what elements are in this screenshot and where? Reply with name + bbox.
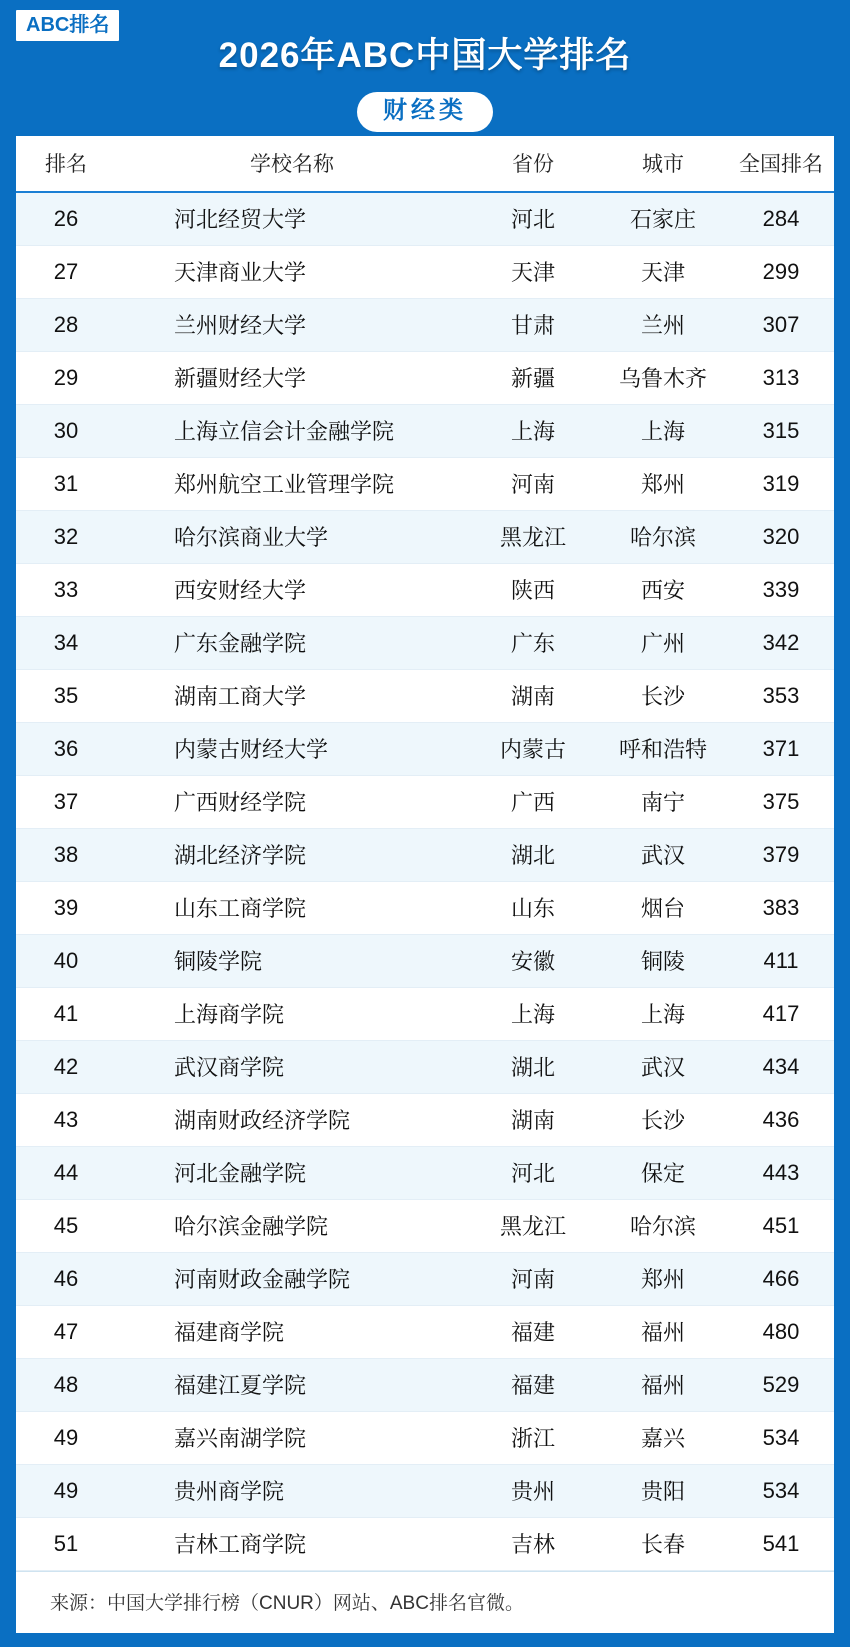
cell-national-rank: 529	[728, 1359, 834, 1412]
cell-national-rank: 383	[728, 882, 834, 935]
cell-rank: 48	[16, 1359, 116, 1412]
cell-rank: 34	[16, 617, 116, 670]
cell-national-rank: 534	[728, 1412, 834, 1465]
page-header	[16, 0, 834, 136]
column-header-rank: 排名	[16, 136, 116, 192]
table-row	[16, 988, 834, 1041]
cell-rank: 39	[16, 882, 116, 935]
table-row	[16, 670, 834, 723]
cell-rank: 46	[16, 1253, 116, 1306]
table-header	[16, 136, 834, 192]
cell-city: 郑州	[598, 458, 728, 511]
cell-rank: 33	[16, 564, 116, 617]
table-row	[16, 935, 834, 988]
cell-rank: 32	[16, 511, 116, 564]
ranking-table	[16, 136, 834, 1571]
table-row	[16, 1094, 834, 1147]
table-row	[16, 617, 834, 670]
cell-province: 内蒙古	[468, 723, 598, 776]
cell-province: 黑龙江	[468, 511, 598, 564]
cell-rank: 42	[16, 1041, 116, 1094]
cell-school: 广东金融学院	[116, 617, 468, 670]
cell-national-rank: 320	[728, 511, 834, 564]
cell-province: 福建	[468, 1359, 598, 1412]
cell-rank: 31	[16, 458, 116, 511]
cell-province: 上海	[468, 405, 598, 458]
cell-province: 新疆	[468, 352, 598, 405]
cell-national-rank: 451	[728, 1200, 834, 1253]
cell-city: 广州	[598, 617, 728, 670]
cell-national-rank: 466	[728, 1253, 834, 1306]
cell-national-rank: 480	[728, 1306, 834, 1359]
table-row	[16, 564, 834, 617]
cell-national-rank: 315	[728, 405, 834, 458]
cell-school: 河北金融学院	[116, 1147, 468, 1200]
cell-national-rank: 319	[728, 458, 834, 511]
cell-school: 武汉商学院	[116, 1041, 468, 1094]
cell-province: 广西	[468, 776, 598, 829]
cell-city: 福州	[598, 1306, 728, 1359]
cell-national-rank: 313	[728, 352, 834, 405]
cell-national-rank: 339	[728, 564, 834, 617]
cell-national-rank: 353	[728, 670, 834, 723]
cell-rank: 43	[16, 1094, 116, 1147]
cell-city: 乌鲁木齐	[598, 352, 728, 405]
cell-school: 山东工商学院	[116, 882, 468, 935]
table-row	[16, 1147, 834, 1200]
cell-school: 内蒙古财经大学	[116, 723, 468, 776]
cell-school: 湖南财政经济学院	[116, 1094, 468, 1147]
table-row	[16, 299, 834, 352]
cell-province: 广东	[468, 617, 598, 670]
cell-province: 湖北	[468, 829, 598, 882]
cell-school: 福建江夏学院	[116, 1359, 468, 1412]
cell-rank: 44	[16, 1147, 116, 1200]
table-row	[16, 1306, 834, 1359]
cell-city: 长沙	[598, 670, 728, 723]
category-badge: 财经类	[357, 92, 493, 132]
table-row	[16, 246, 834, 299]
cell-national-rank: 299	[728, 246, 834, 299]
table-row	[16, 1518, 834, 1571]
cell-city: 呼和浩特	[598, 723, 728, 776]
cell-school: 福建商学院	[116, 1306, 468, 1359]
cell-national-rank: 541	[728, 1518, 834, 1571]
cell-national-rank: 342	[728, 617, 834, 670]
cell-city: 石家庄	[598, 192, 728, 246]
cell-rank: 49	[16, 1412, 116, 1465]
cell-rank: 28	[16, 299, 116, 352]
column-header-province: 省份	[468, 136, 598, 192]
cell-city: 西安	[598, 564, 728, 617]
cell-national-rank: 307	[728, 299, 834, 352]
cell-province: 河北	[468, 192, 598, 246]
cell-province: 河南	[468, 1253, 598, 1306]
cell-province: 吉林	[468, 1518, 598, 1571]
cell-national-rank: 284	[728, 192, 834, 246]
cell-province: 浙江	[468, 1412, 598, 1465]
cell-rank: 47	[16, 1306, 116, 1359]
cell-school: 上海立信会计金融学院	[116, 405, 468, 458]
column-header-city: 城市	[598, 136, 728, 192]
cell-province: 湖南	[468, 670, 598, 723]
cell-city: 贵阳	[598, 1465, 728, 1518]
cell-rank: 37	[16, 776, 116, 829]
cell-city: 烟台	[598, 882, 728, 935]
column-header-school: 学校名称	[116, 136, 468, 192]
cell-city: 武汉	[598, 829, 728, 882]
cell-rank: 29	[16, 352, 116, 405]
table-row	[16, 776, 834, 829]
cell-rank: 40	[16, 935, 116, 988]
cell-province: 甘肃	[468, 299, 598, 352]
cell-rank: 30	[16, 405, 116, 458]
cell-school: 湖南工商大学	[116, 670, 468, 723]
category-badge-wrap	[16, 92, 834, 132]
cell-school: 上海商学院	[116, 988, 468, 1041]
cell-school: 贵州商学院	[116, 1465, 468, 1518]
cell-province: 安徽	[468, 935, 598, 988]
cell-city: 保定	[598, 1147, 728, 1200]
cell-school: 广西财经学院	[116, 776, 468, 829]
cell-school: 铜陵学院	[116, 935, 468, 988]
cell-city: 上海	[598, 405, 728, 458]
cell-rank: 45	[16, 1200, 116, 1253]
cell-city: 武汉	[598, 1041, 728, 1094]
cell-school: 哈尔滨金融学院	[116, 1200, 468, 1253]
cell-rank: 27	[16, 246, 116, 299]
table-row	[16, 192, 834, 246]
cell-city: 兰州	[598, 299, 728, 352]
cell-national-rank: 375	[728, 776, 834, 829]
cell-school: 河南财政金融学院	[116, 1253, 468, 1306]
cell-rank: 35	[16, 670, 116, 723]
cell-province: 陕西	[468, 564, 598, 617]
cell-school: 西安财经大学	[116, 564, 468, 617]
cell-school: 郑州航空工业管理学院	[116, 458, 468, 511]
cell-school: 吉林工商学院	[116, 1518, 468, 1571]
table-row	[16, 1200, 834, 1253]
cell-school: 兰州财经大学	[116, 299, 468, 352]
cell-city: 上海	[598, 988, 728, 1041]
cell-province: 福建	[468, 1306, 598, 1359]
cell-school: 嘉兴南湖学院	[116, 1412, 468, 1465]
cell-national-rank: 371	[728, 723, 834, 776]
table-body	[16, 192, 834, 1571]
bottom-strip	[16, 1633, 834, 1647]
cell-national-rank: 417	[728, 988, 834, 1041]
cell-province: 河北	[468, 1147, 598, 1200]
cell-national-rank: 436	[728, 1094, 834, 1147]
cell-rank: 26	[16, 192, 116, 246]
cell-school: 哈尔滨商业大学	[116, 511, 468, 564]
cell-city: 郑州	[598, 1253, 728, 1306]
cell-school: 湖北经济学院	[116, 829, 468, 882]
table-row	[16, 1412, 834, 1465]
cell-city: 长春	[598, 1518, 728, 1571]
table-row	[16, 352, 834, 405]
table-row	[16, 1359, 834, 1412]
cell-province: 上海	[468, 988, 598, 1041]
source-note: 来源：中国大学排行榜（CNUR）网站、ABC排名官微。	[16, 1571, 834, 1633]
cell-province: 黑龙江	[468, 1200, 598, 1253]
cell-city: 长沙	[598, 1094, 728, 1147]
table-row	[16, 405, 834, 458]
table-row	[16, 511, 834, 564]
table-row	[16, 1041, 834, 1094]
cell-rank: 49	[16, 1465, 116, 1518]
table-row	[16, 458, 834, 511]
cell-city: 天津	[598, 246, 728, 299]
cell-province: 湖北	[468, 1041, 598, 1094]
cell-school: 新疆财经大学	[116, 352, 468, 405]
cell-province: 河南	[468, 458, 598, 511]
cell-province: 山东	[468, 882, 598, 935]
cell-city: 哈尔滨	[598, 1200, 728, 1253]
table-row	[16, 882, 834, 935]
table-header-row	[16, 136, 834, 192]
cell-national-rank: 434	[728, 1041, 834, 1094]
page-title: 2026年ABC中国大学排名	[218, 36, 632, 75]
cell-national-rank: 411	[728, 935, 834, 988]
cell-school: 河北经贸大学	[116, 192, 468, 246]
cell-school: 天津商业大学	[116, 246, 468, 299]
abc-ranking-logo: ABC排名	[16, 10, 119, 41]
cell-city: 哈尔滨	[598, 511, 728, 564]
cell-city: 南宁	[598, 776, 728, 829]
cell-city: 福州	[598, 1359, 728, 1412]
table-row	[16, 829, 834, 882]
cell-province: 贵州	[468, 1465, 598, 1518]
column-header-national-rank: 全国排名	[728, 136, 834, 192]
cell-province: 天津	[468, 246, 598, 299]
cell-rank: 51	[16, 1518, 116, 1571]
cell-rank: 41	[16, 988, 116, 1041]
cell-national-rank: 379	[728, 829, 834, 882]
table-row	[16, 1465, 834, 1518]
cell-province: 湖南	[468, 1094, 598, 1147]
cell-national-rank: 534	[728, 1465, 834, 1518]
table-row	[16, 1253, 834, 1306]
cell-city: 嘉兴	[598, 1412, 728, 1465]
cell-rank: 36	[16, 723, 116, 776]
cell-national-rank: 443	[728, 1147, 834, 1200]
table-row	[16, 723, 834, 776]
cell-rank: 38	[16, 829, 116, 882]
cell-city: 铜陵	[598, 935, 728, 988]
